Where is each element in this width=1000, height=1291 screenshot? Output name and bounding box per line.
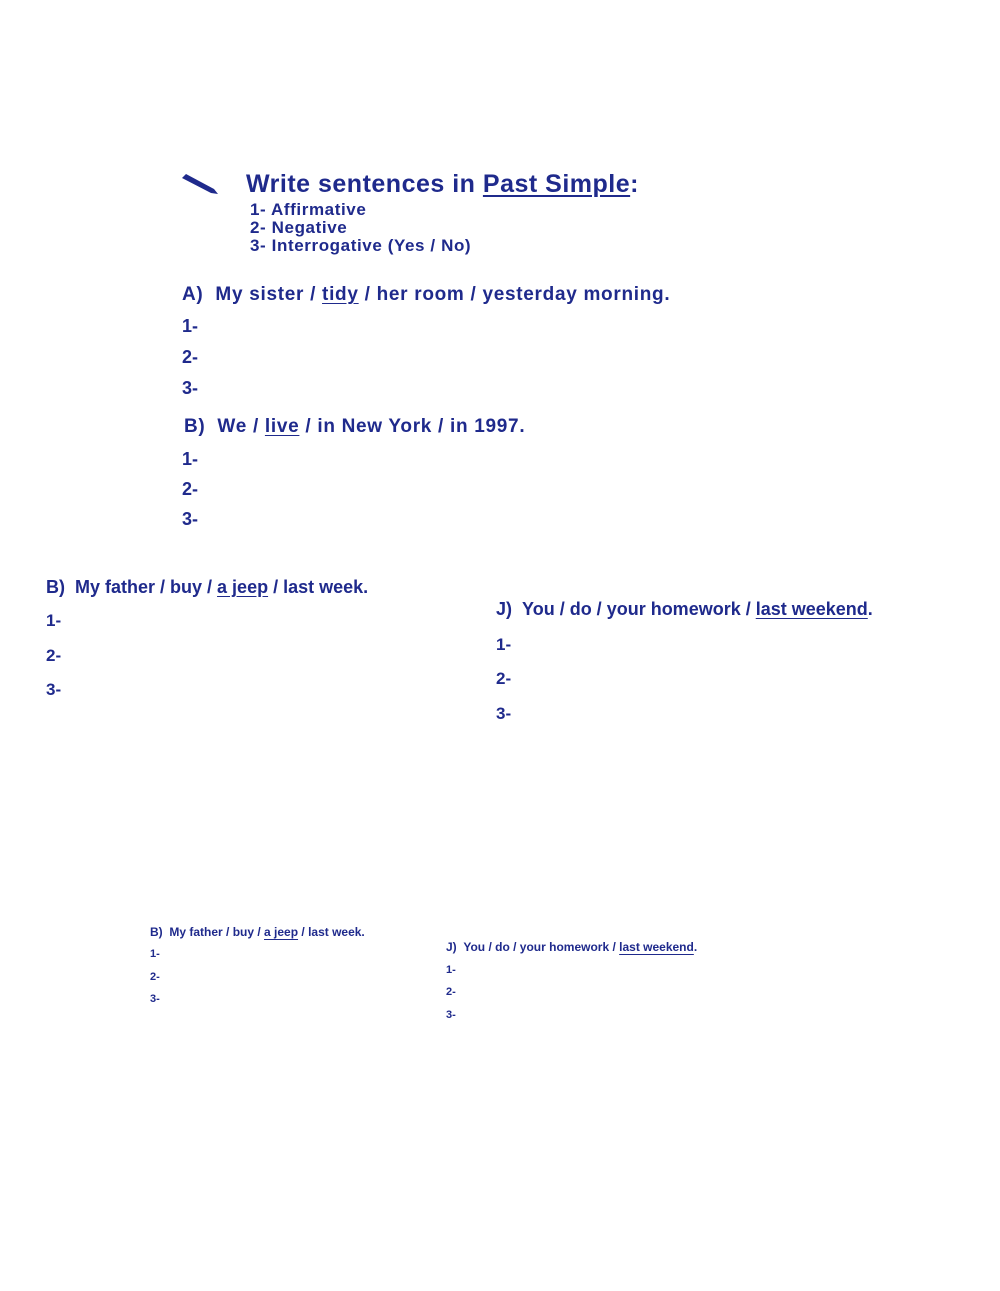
pencil-icon — [180, 172, 220, 196]
exercise-b-line-2: 2- — [182, 479, 199, 499]
form-item-interrogative: 3- Interrogative (Yes / No) — [250, 236, 472, 255]
exercise-father-small-line-1: 1- — [150, 948, 160, 960]
exercise-b-line-1: 1- — [182, 449, 199, 469]
exercise-father-small-line-2: 2- — [150, 971, 160, 983]
form-item-affirmative: 1- Affirmative — [250, 200, 367, 219]
exercise-a-line-1: 1- — [182, 316, 199, 336]
exercise-you-line-1: 1- — [496, 635, 512, 654]
exercise-father-small-prompt: B) My father / buy / a jeep / last week. — [150, 925, 365, 939]
exercise-b-line-3: 3- — [182, 509, 199, 529]
exercise-you-line-3: 3- — [496, 704, 512, 723]
exercise-father-line-3: 3- — [46, 680, 62, 699]
exercise-father-small-line-3: 3- — [150, 993, 160, 1005]
exercise-you-small-prompt: J) You / do / your homework / last weekend. — [446, 940, 698, 954]
exercise-a-line-3: 3- — [182, 378, 199, 398]
exercise-you-small-line-3: 3- — [446, 1009, 456, 1021]
exercise-father-prompt: B) My father / buy / a jeep / last week. — [46, 577, 369, 597]
exercise-you-small-line-1: 1- — [446, 964, 456, 976]
exercise-a-prompt: A) My sister / tidy / her room / yesterday morning. — [182, 284, 671, 305]
exercise-father-line-2: 2- — [46, 646, 62, 665]
heading-underlined-term: Past Simple — [482, 170, 631, 198]
exercise-father-line-1: 1- — [46, 611, 62, 630]
exercise-a-line-2: 2- — [182, 347, 199, 367]
exercise-you-small-line-2: 2- — [446, 986, 456, 998]
exercise-you-prompt: J) You / do / your homework / last weekend. — [496, 599, 873, 619]
form-item-negative: 2- Negative — [250, 218, 348, 237]
exercise-b-prompt: B) We / live / in New York / in 1997. — [184, 416, 526, 437]
page-title: Write sentences in Past Simple: — [246, 170, 639, 198]
exercise-you-line-2: 2- — [496, 669, 512, 688]
